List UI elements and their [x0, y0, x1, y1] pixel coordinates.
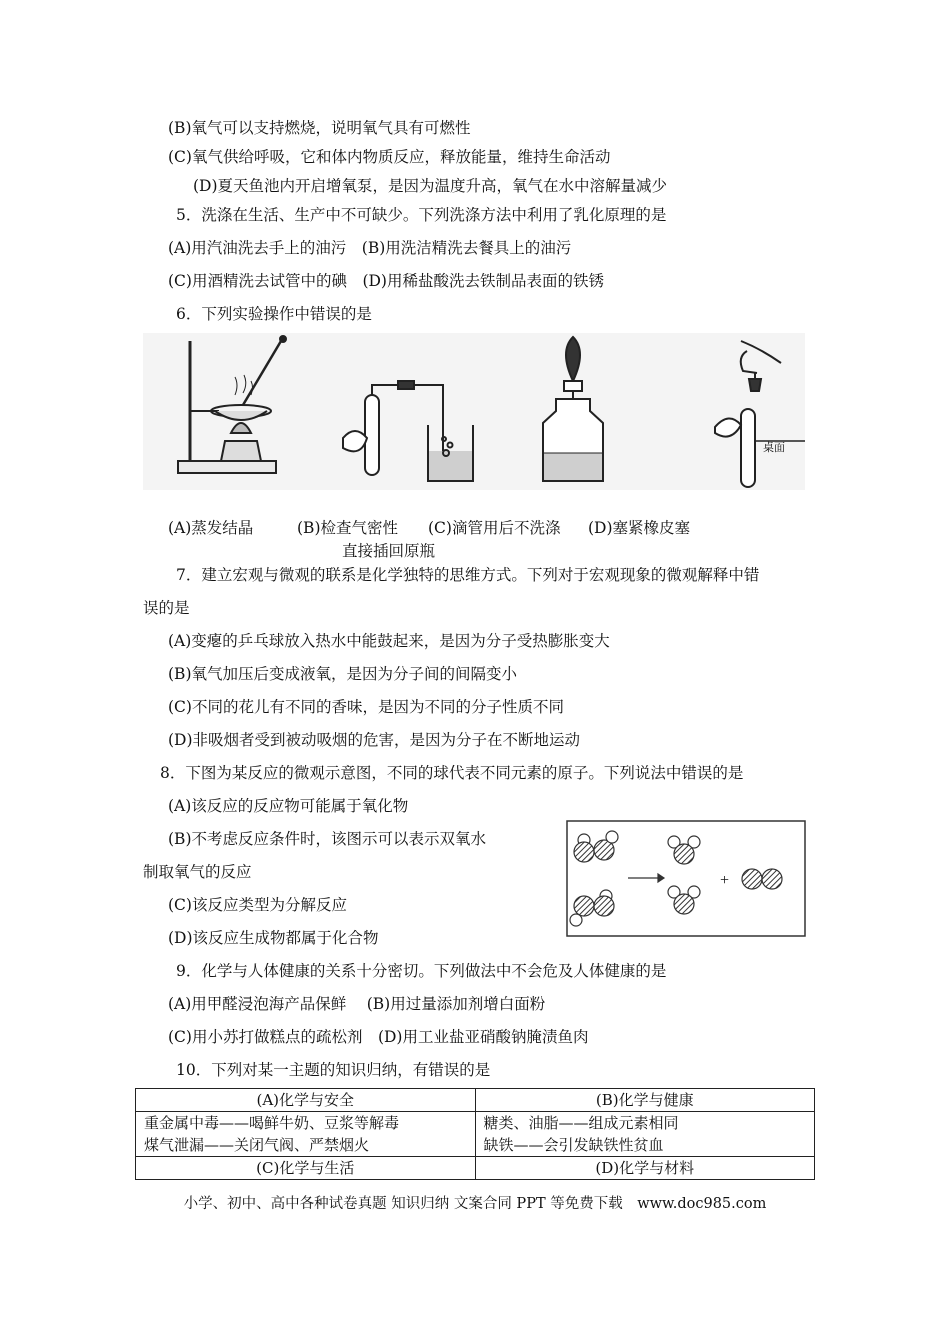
table-cell-b: [475, 1112, 815, 1157]
q6-caption-c: (C)滴管用后不洗涤: [428, 519, 561, 537]
table-cell-b-line1: 糖类、油脂——组成元素相同: [483, 1114, 679, 1132]
q8-option-a: (A)该反应的反应物可能属于氧化物: [168, 797, 409, 815]
q6-caption-c-line2: 直接插回原瓶: [342, 542, 436, 560]
q8-option-b-line2: 制取氧气的反应: [143, 863, 252, 881]
q6-figure: [143, 333, 805, 490]
table-cell-a: [136, 1112, 476, 1157]
plus-sign: +: [720, 872, 730, 889]
q4-option-d: (D)夏天鱼池内开启增氧泵，是因为温度升高，氧气在水中溶解量减少: [193, 177, 668, 195]
desk-label: 桌面: [763, 442, 785, 454]
table-header-b: (B)化学与健康: [475, 1089, 815, 1112]
table-cell-b-line2: 缺铁——会引发缺铁性贫血: [483, 1136, 664, 1154]
q5-options-row2: (C)用酒精洗去试管中的碘 (D)用稀盐酸洗去铁制品表面的铁锈: [168, 272, 604, 290]
q5-stem: 5．洗涤在生活、生产中不可缺少。下列洗涤方法中利用了乳化原理的是: [176, 206, 667, 224]
q5-options-row1: (A)用汽油洗去手上的油污 (B)用洗洁精洗去餐具上的油污: [168, 239, 572, 257]
q9-stem: 9．化学与人体健康的关系十分密切。下列做法中不会危及人体健康的是: [176, 962, 667, 980]
q7-option-a: (A)变瘪的乒乓球放入热水中能鼓起来，是因为分子受热膨胀变大: [168, 632, 610, 650]
q6-caption-b: (B)检查气密性: [297, 519, 398, 537]
q9-options-row2: (C)用小苏打做糕点的疏松剂 (D)用工业盐亚硝酸钠腌渍鱼肉: [168, 1028, 589, 1046]
q10-knowledge-table: [135, 1088, 815, 1180]
table-cell-a-line1: 重金属中毒——喝鲜牛奶、豆浆等解毒: [144, 1114, 400, 1132]
q6-caption-d: (D)塞紧橡皮塞: [588, 519, 691, 537]
q6-stem: 6．下列实验操作中错误的是: [176, 305, 372, 323]
q8-reaction-diagram: [566, 820, 806, 937]
q10-stem: 10．下列对某一主题的知识归纳，有错误的是: [176, 1061, 491, 1079]
table-header-c: (C)化学与生活: [136, 1157, 476, 1180]
q7-option-b: (B)氧气加压后变成液氧，是因为分子间的间隔变小: [168, 665, 517, 683]
q6-caption-a: (A)蒸发结晶: [168, 519, 254, 537]
q8-option-b-line1: (B)不考虑反应条件时，该图示可以表示双氧水: [168, 830, 486, 848]
table-header-d: (D)化学与材料: [475, 1157, 815, 1180]
table-cell-a-line2: 煤气泄漏——关闭气阀、严禁烟火: [144, 1136, 370, 1154]
q8-stem: 8．下图为某反应的微观示意图，不同的球代表不同元素的原子。下列说法中错误的是: [160, 764, 744, 782]
q8-option-d: (D)该反应生成物都属于化合物: [168, 929, 379, 947]
q7-option-c: (C)不同的花儿有不同的香味，是因为不同的分子性质不同: [168, 698, 564, 716]
page-footer: 小学、初中、高中各种试卷真题 知识归纳 文案合同 PPT 等免费下载 www.doc985.com: [183, 1196, 767, 1212]
q7-stem-line1: 7．建立宏观与微观的联系是化学独特的思维方式。下列对于宏观现象的微观解释中错: [176, 566, 760, 584]
q7-option-d: (D)非吸烟者受到被动吸烟的危害，是因为分子在不断地运动: [168, 731, 581, 749]
q9-options-row1: (A)用甲醛浸泡海产品保鲜 (B)用过量添加剂增白面粉: [168, 995, 546, 1013]
q8-option-c: (C)该反应类型为分解反应: [168, 896, 347, 914]
table-header-a: (A)化学与安全: [136, 1089, 476, 1112]
q4-option-b: (B)氧气可以支持燃烧，说明氧气具有可燃性: [168, 119, 471, 137]
q7-stem-line2: 误的是: [143, 599, 190, 617]
q4-option-c: (C)氧气供给呼吸，它和体内物质反应，释放能量，维持生命活动: [168, 148, 611, 166]
